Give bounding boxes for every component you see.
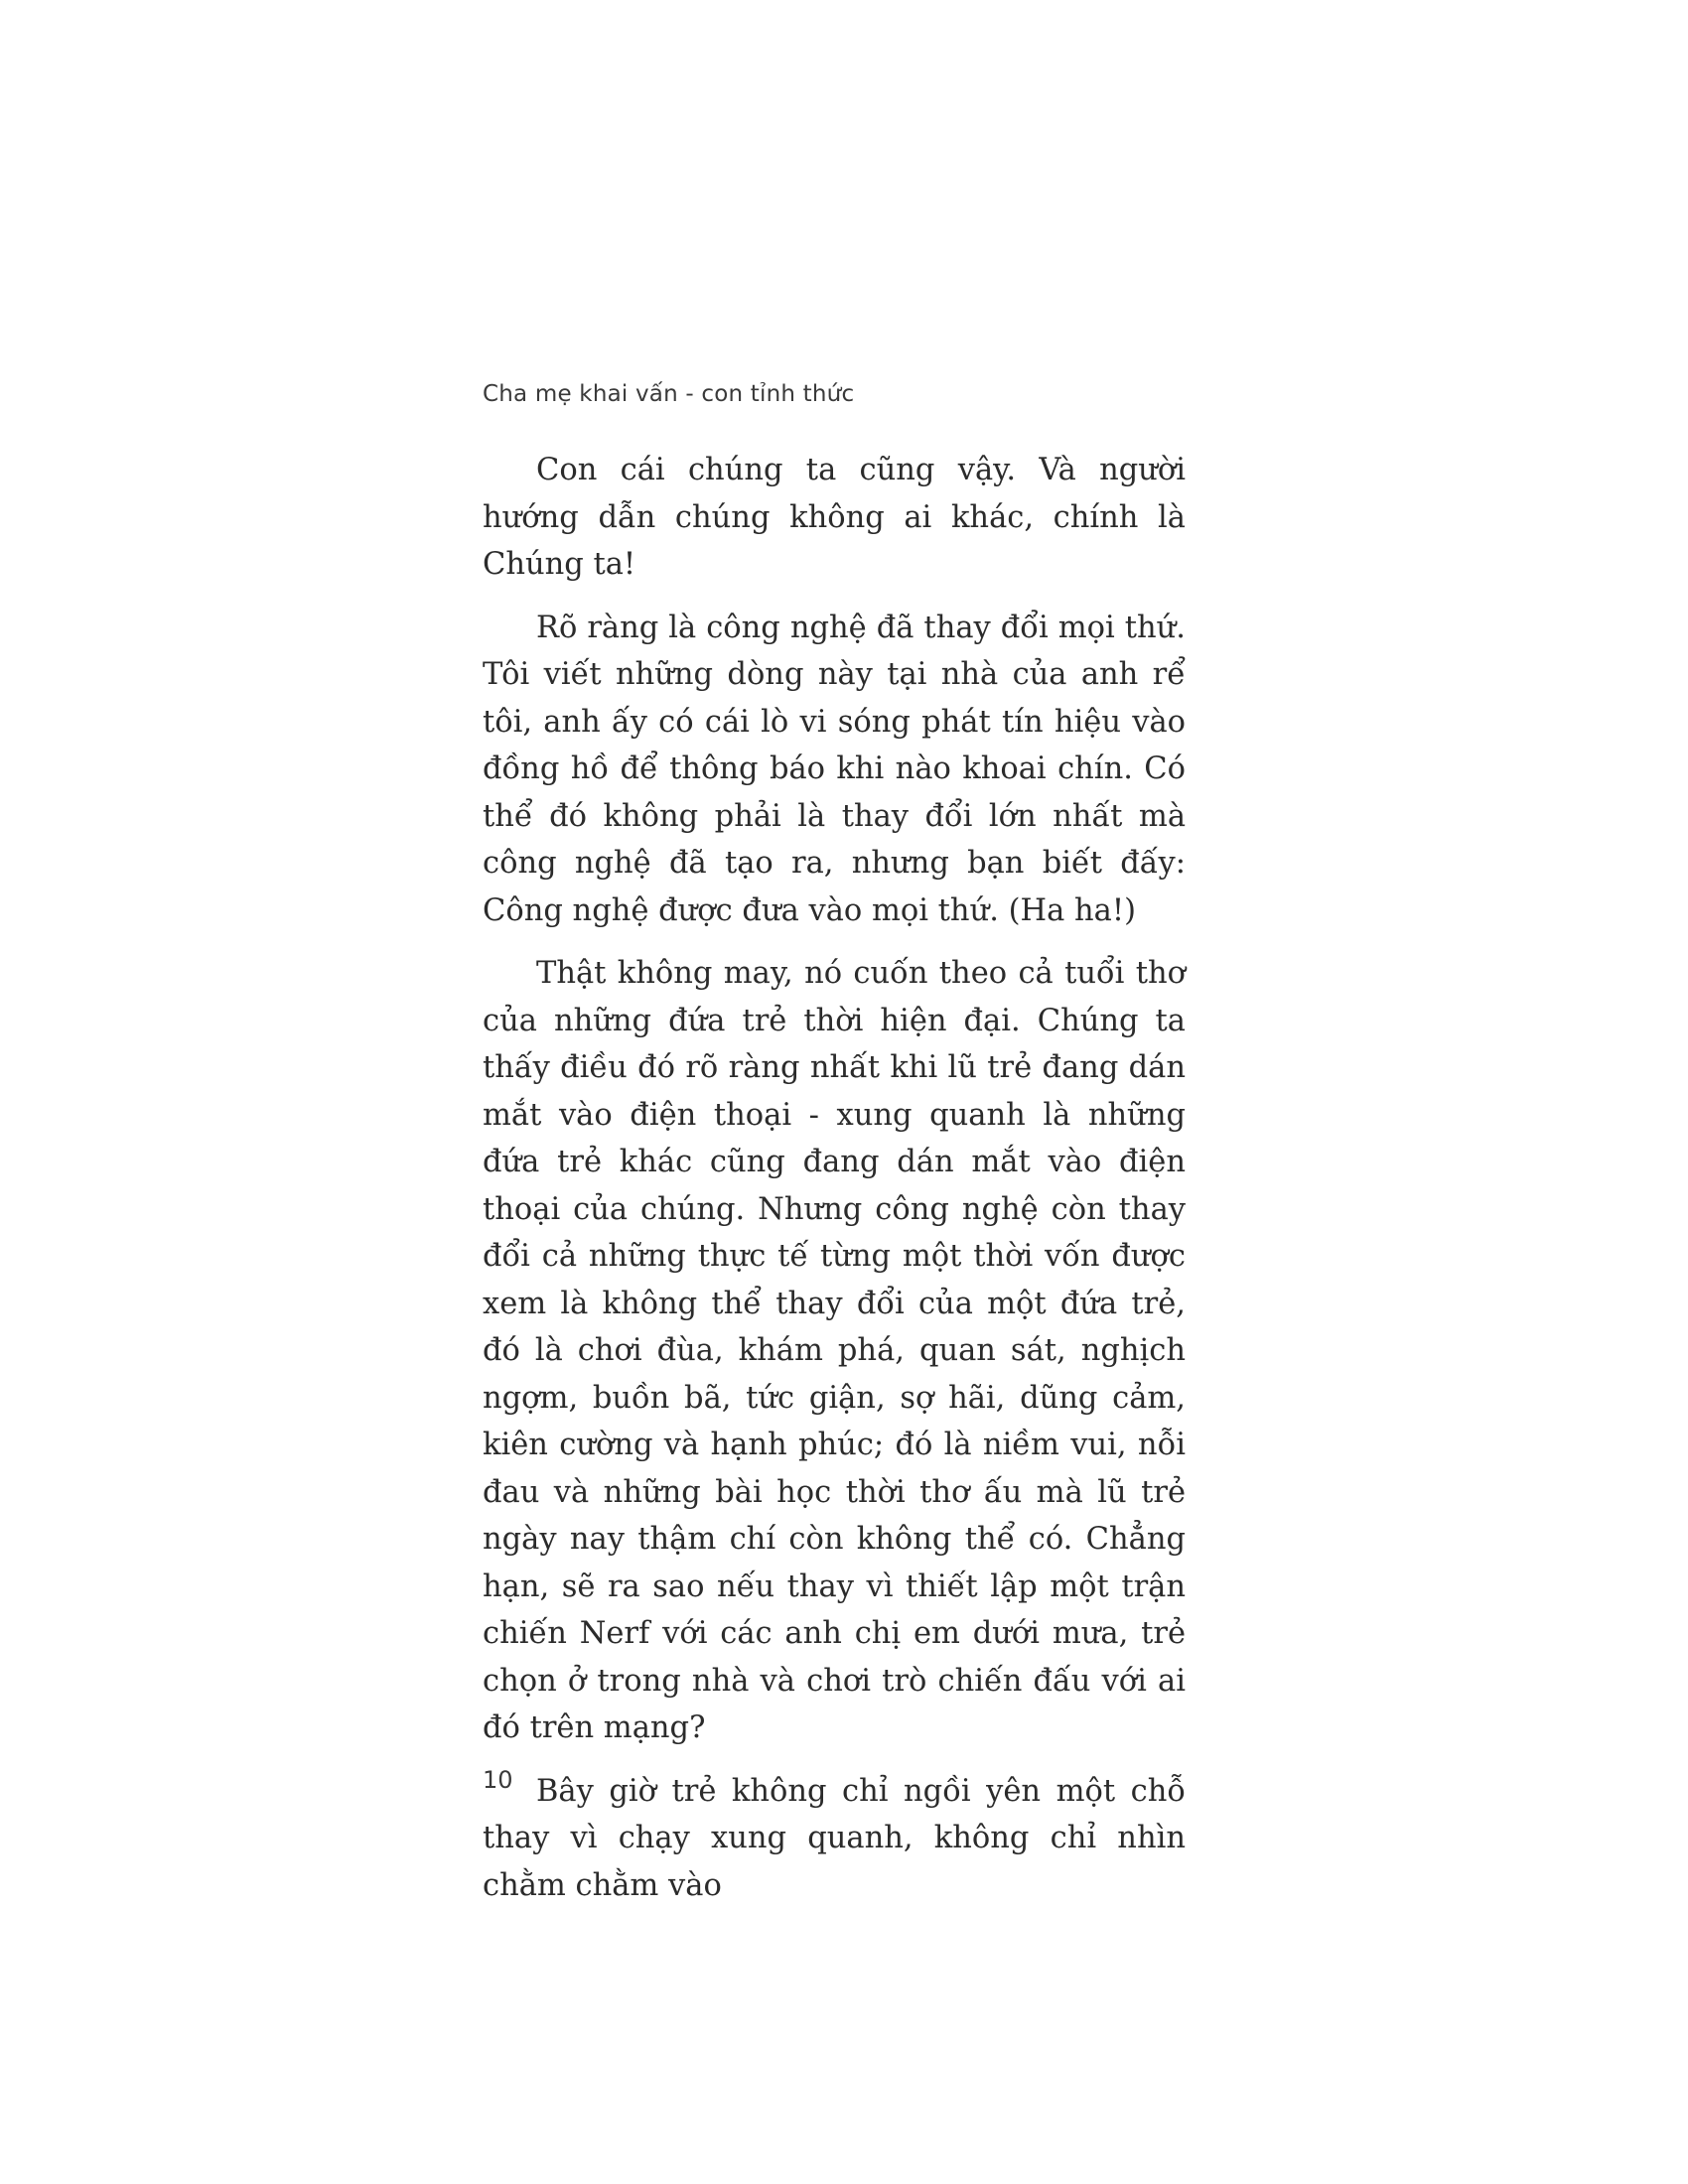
running-header: Cha mẹ khai vấn - con tỉnh thức bbox=[483, 381, 855, 407]
paragraph: Thật không may, nó cuốn theo cả tuổi thơ của những đứa trẻ thời hiện đại. Chúng ta thấy điều đó rõ ràng nhất khi lũ trẻ đang dán mắt vào điện thoại - xung quanh là những đứa trẻ khác cũng đang dán mắt vào điện thoại của chúng. Nhưng công nghệ còn thay đổi cả những thực tế từng một thời vốn được xem là không thể thay đổi của một đứa trẻ, đó là chơi đùa, khám phá, quan sát, nghịch ngợm, buồn bã, tức giận, sợ hãi, dũng cảm, kiên cường và hạnh phúc; đó là niềm vui, nỗi đau và những bài học thời thơ ấu mà lũ trẻ ngày nay thậm chí còn không thể có. Chẳng hạn, sẽ ra sao nếu thay vì thiết lập một trận chiến Nerf với các anh chị em dưới mưa, trẻ chọn ở trong nhà và chơi trò chiến đấu với ai đó trên mạng? bbox=[483, 956, 1186, 1745]
body-text bbox=[483, 447, 1186, 1925]
page-number: 10 bbox=[483, 1766, 513, 1794]
paragraph: Bây giờ trẻ không chỉ ngồi yên một chỗ thay vì chạy xung quanh, không chỉ nhìn chằm chằm vào bbox=[483, 1773, 1186, 1903]
paragraph: Rõ ràng là công nghệ đã thay đổi mọi thứ. Tôi viết những dòng này tại nhà của anh rể tôi, anh ấy có cái lò vi sóng phát tín hiệu vào đồng hồ để thông báo khi nào khoai chín. Có thể đó không phải là thay đổi lớn nhất mà công nghệ đã tạo ra, nhưng bạn biết đấy: Công nghệ được đưa vào mọi thứ. (Ha ha!) bbox=[483, 610, 1186, 928]
paragraph: Con cái chúng ta cũng vậy. Và người hướng dẫn chúng không ai khác, chính là Chúng ta! bbox=[483, 453, 1186, 582]
